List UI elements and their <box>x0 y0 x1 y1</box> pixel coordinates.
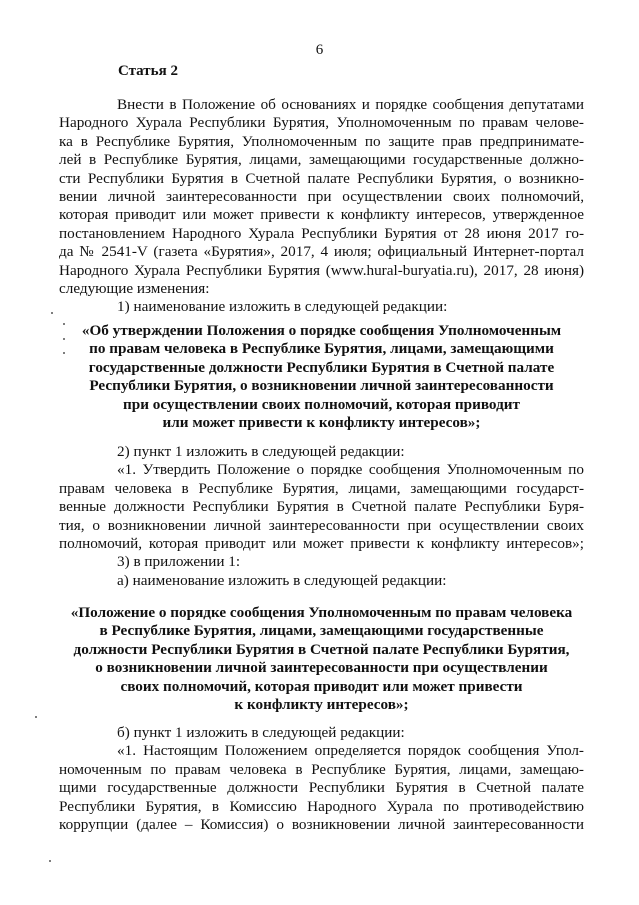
scan-speck <box>49 860 51 862</box>
title-line: «Об утверждении Положения о порядке сообщения Уполномоченным <box>81 322 562 339</box>
text-line: 2) пункт 1 изложить в следующей редакции: <box>117 443 405 460</box>
title-line: о возникновении личной заинтересованности при осуществлении <box>95 659 548 677</box>
title-line: своих полномочий, которая приводит или может привести <box>120 677 523 695</box>
text-line: щими государственные должности Республики Бурятия в Счетной палате <box>59 779 584 797</box>
text-line: ка в Республике Бурятия, Уполномоченным по защите прав предпринимате- <box>59 132 584 150</box>
text-line: «1. Утвердить Положение о порядке сообщения Уполномоченным по <box>117 461 584 479</box>
text-line: «1. Настоящим Положением определяется порядок сообщения Упол- <box>117 742 584 760</box>
text-line: коррупции (далее – Комиссия) о возникновении личной заинтересованности <box>59 815 584 833</box>
text-line: 1) наименование изложить в следующей редакции: <box>117 298 448 316</box>
scan-speck <box>63 352 65 354</box>
scan-speck <box>63 323 65 325</box>
text-line: лей в Республике Бурятия, лицами, замещающими государственные должно- <box>59 151 584 169</box>
text-line: Республики Бурятия, в Комиссию Народного Хурала по противодействию <box>59 797 584 815</box>
title-block-1 <box>59 322 584 432</box>
text-line: а) наименование изложить в следующей редакции: <box>117 571 447 589</box>
title-line: по правам человека в Республике Бурятия, лицами, замещающими <box>89 340 554 358</box>
point-2-paragraph <box>59 443 584 590</box>
title-line: в Республике Бурятия, лицами, замещающими государственные <box>99 622 544 640</box>
text-line: постановлением Народного Хурала Республики Бурятия от 28 июня 2017 го- <box>59 224 584 242</box>
text-line: Народного Хурала Республики Бурятия (www.hural-buryatia.ru), 2017, 28 июня) <box>59 261 584 279</box>
text-line: Внести в Положение об основаниях и порядке сообщения депутатами <box>117 96 584 113</box>
text-line: которая приводит или может привести к конфликту интересов, утвержденное <box>59 206 584 224</box>
text-line: номоченным по правам человека в Республике Бурятия, лицами, замещаю- <box>59 760 584 778</box>
text-line: вении личной заинтересованности при осуществлении своих полномочий, <box>59 187 584 205</box>
title-block-2 <box>59 604 584 714</box>
title-line: «Положение о порядке сообщения Уполномоченным по правам человека <box>70 604 573 621</box>
text-line: да № 2541-V (газета «Бурятия», 2017, 4 июля; официальный Интернет-портал <box>59 243 584 261</box>
text-line: Народного Хурала Республики Бурятия, Уполномоченным по правам челове- <box>59 114 584 132</box>
intro-paragraph <box>59 96 584 317</box>
title-line: или может привести к конфликту интересов»; <box>162 413 481 431</box>
scan-speck <box>35 716 37 718</box>
text-line: 3) в приложении 1: <box>117 553 241 571</box>
scan-speck <box>51 312 53 314</box>
title-line: государственные должности Республики Бурятия в Счетной палате <box>88 358 555 376</box>
title-line: Республики Бурятия, о возникновении личной заинтересованности <box>89 377 554 395</box>
scan-speck <box>63 338 65 340</box>
title-line: при осуществлении своих полномочий, которая приводит <box>123 395 520 413</box>
text-line: тия, о возникновении личной заинтересованности при осуществлении своих <box>59 516 584 534</box>
text-line: венные должности Республики Бурятия в Счетной палате Республики Буря- <box>59 498 584 516</box>
text-line: полномочий, которая приводит или может привести к конфликту интересов»; <box>59 534 584 552</box>
point-b-paragraph <box>59 724 584 834</box>
page-number: 6 <box>315 42 324 58</box>
article-heading: Статья 2 <box>118 63 178 79</box>
text-line: следующие изменения: <box>59 279 210 297</box>
title-line: должности Республики Бурятия в Счетной палате Республики Бурятия, <box>73 640 570 658</box>
text-line: правам человека в Республике Бурятия, лицами, замещающими государст- <box>59 479 584 497</box>
text-line: б) пункт 1 изложить в следующей редакции: <box>117 724 405 741</box>
title-line: к конфликту интересов»; <box>234 695 409 713</box>
text-line: сти Республики Бурятия в Счетной палате Республики Бурятия, о возникно- <box>59 169 584 187</box>
